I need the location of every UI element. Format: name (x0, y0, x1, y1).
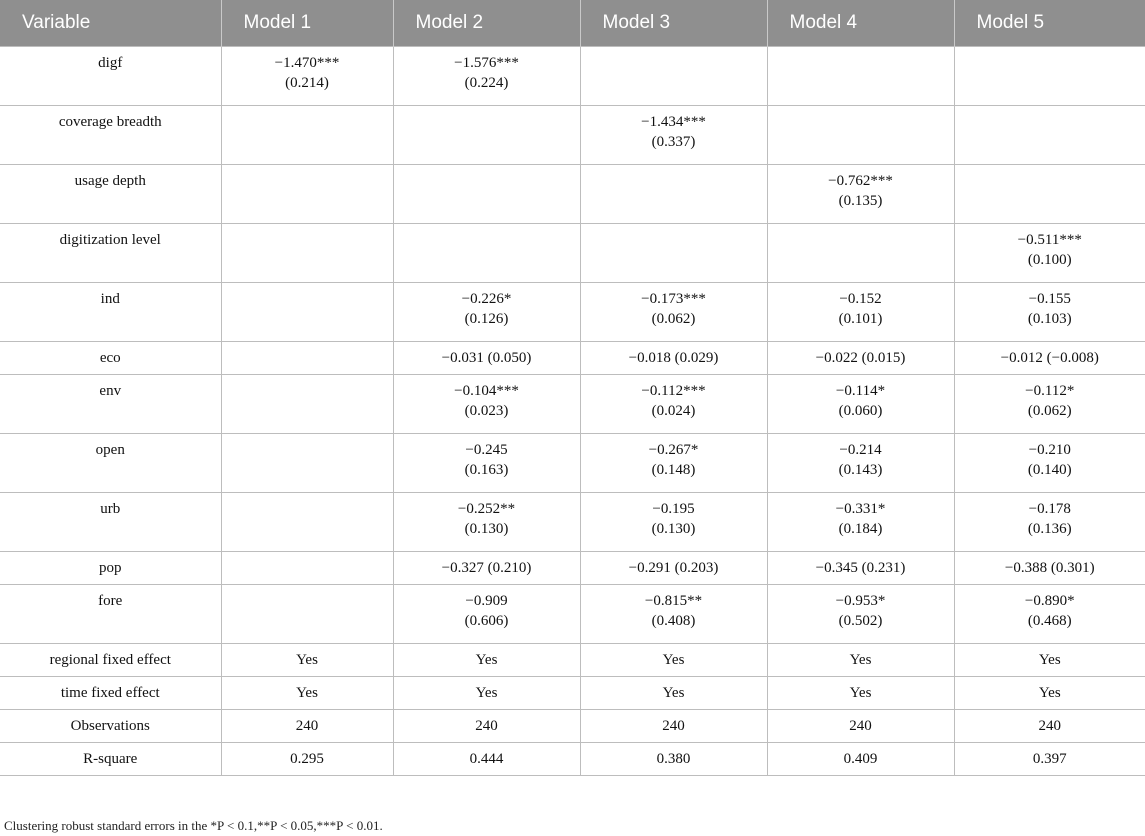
table-cell (221, 552, 393, 585)
cell-value: (0.126) (464, 311, 509, 327)
header-row (0, 0, 1145, 47)
table-cell (767, 283, 954, 342)
cell-value: 0.295 (290, 751, 324, 767)
cell-value: 240 (662, 718, 685, 734)
table-cell (221, 434, 393, 493)
cell-value: (0.130) (464, 521, 509, 537)
table-cell (580, 710, 767, 743)
cell-value: −0.511*** (1017, 232, 1082, 248)
cell-value: (0.337) (651, 134, 696, 150)
cell-value: (0.101) (838, 311, 883, 327)
table-cell (580, 434, 767, 493)
cell-value: (0.136) (1027, 521, 1072, 537)
cell-value: −1.576*** (454, 55, 519, 71)
table-cell (393, 677, 580, 710)
cell-value: Yes (475, 652, 498, 668)
row-label: time fixed effect (0, 677, 221, 710)
table-cell (580, 743, 767, 776)
cell-value: −0.245 (465, 442, 508, 458)
table-cell (393, 342, 580, 375)
cell-value: (0.408) (651, 613, 696, 629)
table-cell (767, 743, 954, 776)
cell-value: −0.267* (648, 442, 699, 458)
table-cell (954, 342, 1145, 375)
cell-value: −0.388 (0.301) (1004, 560, 1095, 576)
table-cell (221, 165, 393, 224)
table-cell (767, 552, 954, 585)
cell-value: −0.331* (835, 501, 886, 517)
table-cell (767, 677, 954, 710)
cell-value: −0.890* (1024, 593, 1075, 609)
table-cell (954, 283, 1145, 342)
row-label: digf (0, 47, 221, 106)
table-cell (954, 677, 1145, 710)
cell-value: 240 (295, 718, 319, 734)
table-cell (221, 224, 393, 283)
table-cell (954, 375, 1145, 434)
row-label: fore (0, 585, 221, 644)
cell-value: Yes (1038, 652, 1061, 668)
row-label: usage depth (0, 165, 221, 224)
table-cell (580, 644, 767, 677)
header-variable: Variable (0, 0, 221, 47)
cell-value: (0.468) (1027, 613, 1072, 629)
table-cell (393, 644, 580, 677)
cell-value: Yes (1038, 685, 1061, 701)
cell-value: −0.112*** (641, 383, 706, 399)
table-row (0, 552, 1145, 585)
table-row (0, 165, 1145, 224)
cell-value: −0.112* (1025, 383, 1075, 399)
table-row (0, 585, 1145, 644)
table-cell (221, 585, 393, 644)
table-cell (393, 552, 580, 585)
table-cell (954, 434, 1145, 493)
table-cell (954, 47, 1145, 106)
cell-value: −0.114* (835, 383, 886, 399)
row-label: ind (0, 283, 221, 342)
table-cell (767, 165, 954, 224)
table-cell (954, 585, 1145, 644)
cell-value: Yes (849, 685, 872, 701)
cell-value: −0.291 (0.203) (628, 560, 719, 576)
cell-value: (0.143) (838, 462, 883, 478)
table-cell (767, 710, 954, 743)
table-cell (954, 106, 1145, 165)
table-cell (580, 552, 767, 585)
table-row (0, 743, 1145, 776)
cell-value: 0.380 (656, 751, 691, 767)
row-label: env (0, 375, 221, 434)
cell-value: (0.130) (651, 521, 696, 537)
table-cell (580, 106, 767, 165)
table-cell (767, 375, 954, 434)
cell-value: −0.815** (644, 593, 703, 609)
table-row (0, 47, 1145, 106)
row-label: urb (0, 493, 221, 552)
header-model-2: Model 2 (393, 0, 580, 47)
cell-value: (0.103) (1027, 311, 1072, 327)
table-cell (580, 342, 767, 375)
table-cell (580, 677, 767, 710)
cell-value: −0.152 (839, 291, 882, 307)
cell-value: Yes (662, 652, 685, 668)
header-model-1: Model 1 (221, 0, 393, 47)
cell-value: −0.173*** (641, 291, 706, 307)
table-cell (221, 710, 393, 743)
cell-value: −0.178 (1028, 501, 1071, 517)
cell-value: (0.062) (651, 311, 696, 327)
row-label: coverage breadth (0, 106, 221, 165)
table-row (0, 644, 1145, 677)
table-cell (221, 283, 393, 342)
cell-value: 0.409 (843, 751, 878, 767)
row-label: pop (0, 552, 221, 585)
row-label: open (0, 434, 221, 493)
row-label: eco (0, 342, 221, 375)
cell-value: Yes (849, 652, 872, 668)
cell-value: −1.470*** (274, 55, 340, 71)
cell-value: (0.140) (1027, 462, 1072, 478)
cell-value: (0.606) (464, 613, 509, 629)
cell-value: (0.024) (651, 403, 696, 419)
table-row (0, 493, 1145, 552)
cell-value: (0.502) (838, 613, 883, 629)
cell-value: −0.226* (461, 291, 512, 307)
table-cell (221, 743, 393, 776)
header-model-4: Model 4 (767, 0, 954, 47)
table-cell (393, 585, 580, 644)
cell-value: (0.135) (838, 193, 883, 209)
table-cell (393, 710, 580, 743)
row-label: digitization level (0, 224, 221, 283)
cell-value: −0.104*** (454, 383, 519, 399)
table-cell (580, 283, 767, 342)
table-cell (580, 585, 767, 644)
table-cell (580, 47, 767, 106)
table-row (0, 434, 1145, 493)
cell-value: 240 (1038, 718, 1061, 734)
cell-value: −0.345 (0.231) (815, 560, 906, 576)
table-cell (767, 342, 954, 375)
table-cell (221, 493, 393, 552)
cell-value: Yes (662, 685, 685, 701)
table-row (0, 224, 1145, 283)
table-cell (393, 493, 580, 552)
table-cell (580, 165, 767, 224)
cell-value: (0.184) (838, 521, 883, 537)
table-cell (767, 224, 954, 283)
cell-value: Yes (296, 652, 318, 668)
table-cell (767, 434, 954, 493)
cell-value: −0.953* (835, 593, 886, 609)
table-cell (221, 106, 393, 165)
cell-value: (0.163) (464, 462, 509, 478)
header-model-5: Model 5 (954, 0, 1145, 47)
table-cell (393, 743, 580, 776)
cell-value: −0.327 (0.210) (441, 560, 532, 576)
table-cell (393, 434, 580, 493)
cell-value: −0.252** (457, 501, 516, 517)
cell-value: (0.060) (838, 403, 883, 419)
table-cell (221, 342, 393, 375)
cell-value: −0.155 (1028, 291, 1071, 307)
table-cell (767, 106, 954, 165)
table-row (0, 342, 1145, 375)
table-cell (580, 493, 767, 552)
table-cell (954, 165, 1145, 224)
table-cell (221, 677, 393, 710)
cell-value: 240 (475, 718, 498, 734)
table-cell (393, 47, 580, 106)
cell-value: (0.062) (1027, 403, 1072, 419)
table-cell (393, 375, 580, 434)
table-cell (580, 375, 767, 434)
table-row (0, 375, 1145, 434)
table-row (0, 106, 1145, 165)
table-cell (221, 375, 393, 434)
table-cell (954, 224, 1145, 283)
cell-value: 0.397 (1032, 751, 1067, 767)
table-cell (393, 224, 580, 283)
table-cell (393, 165, 580, 224)
cell-value: −0.012 (−0.008) (1000, 350, 1099, 366)
cell-value: (0.023) (464, 403, 509, 419)
table-cell (767, 493, 954, 552)
cell-value: 240 (849, 718, 872, 734)
table-cell (221, 644, 393, 677)
cell-value: −0.909 (465, 593, 508, 609)
table-footnote: Clustering robust standard errors in the *P < 0.1,**P < 0.05,***P < 0.01. (4, 818, 383, 833)
cell-value: (0.224) (464, 75, 509, 91)
cell-value: −0.210 (1028, 442, 1071, 458)
cell-value: Yes (475, 685, 498, 701)
cell-value: Yes (296, 685, 318, 701)
table-cell (954, 644, 1145, 677)
header-model-3: Model 3 (580, 0, 767, 47)
row-label: Observations (0, 710, 221, 743)
table-body (0, 47, 1145, 776)
table-row (0, 710, 1145, 743)
table-cell (221, 47, 393, 106)
cell-value: −0.214 (839, 442, 882, 458)
cell-value: −0.031 (0.050) (441, 350, 532, 366)
cell-value: 0.444 (469, 751, 504, 767)
cell-value: −1.434*** (641, 114, 706, 130)
cell-value: (0.214) (285, 75, 329, 91)
table-cell (954, 552, 1145, 585)
table-cell (954, 710, 1145, 743)
table-row (0, 283, 1145, 342)
row-label: R-square (0, 743, 221, 776)
cell-value: −0.018 (0.029) (628, 350, 719, 366)
table-cell (767, 47, 954, 106)
cell-value: (0.148) (651, 462, 696, 478)
table-cell (767, 644, 954, 677)
table-cell (393, 283, 580, 342)
table-cell (767, 585, 954, 644)
table-cell (580, 224, 767, 283)
cell-value: (0.100) (1027, 252, 1072, 268)
cell-value: −0.195 (652, 501, 695, 517)
cell-value: −0.762*** (828, 173, 893, 189)
table-row (0, 677, 1145, 710)
row-label: regional fixed effect (0, 644, 221, 677)
table-cell (954, 743, 1145, 776)
table-cell (393, 106, 580, 165)
table-cell (954, 493, 1145, 552)
cell-value: −0.022 (0.015) (815, 350, 906, 366)
